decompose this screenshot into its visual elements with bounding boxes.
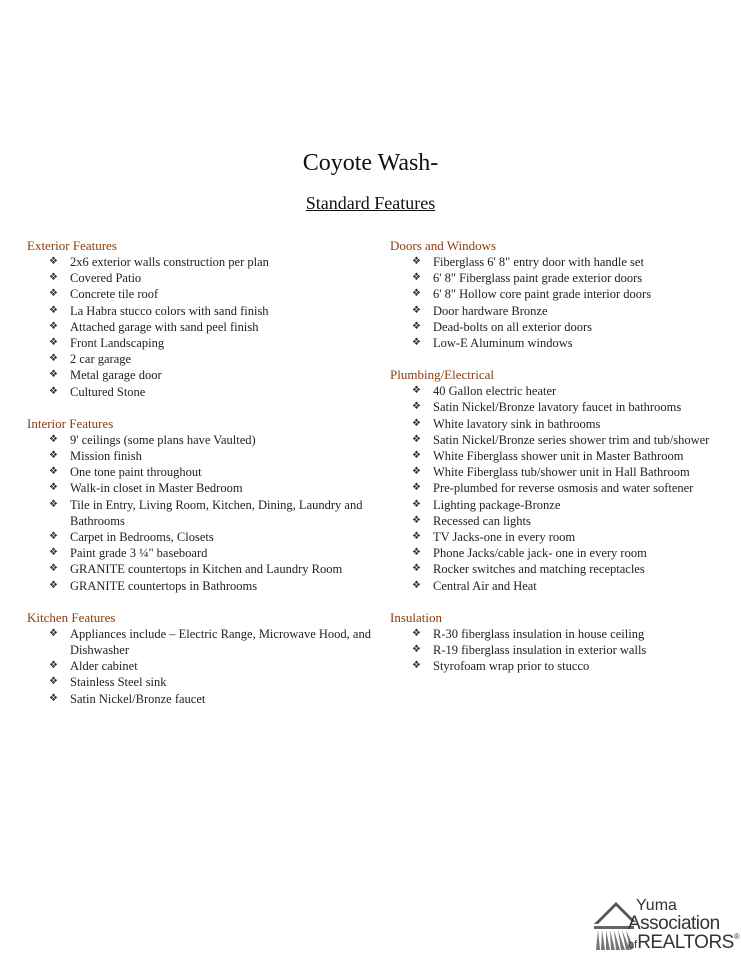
diamond-bullet-icon: ❖ [49, 547, 58, 559]
feature-item [390, 658, 730, 674]
feature-item [27, 254, 372, 270]
feature-item-text: Satin Nickel/Bronze lavatory faucet in bathrooms [433, 400, 682, 415]
logo-registered-mark: ® [733, 932, 740, 941]
feature-item-text: Cultured Stone [70, 384, 146, 399]
feature-item [27, 432, 372, 448]
feature-item-text: Alder cabinet [70, 659, 138, 674]
left-column [27, 238, 372, 723]
diamond-bullet-icon: ❖ [49, 531, 58, 543]
feature-list [27, 254, 372, 400]
feature-item [27, 319, 372, 335]
diamond-bullet-icon: ❖ [412, 660, 421, 672]
feature-item [27, 561, 372, 577]
diamond-bullet-icon: ❖ [412, 644, 421, 656]
diamond-bullet-icon: ❖ [49, 660, 58, 672]
section-heading: Plumbing/Electrical [390, 367, 494, 383]
section-heading: Doors and Windows [390, 238, 497, 253]
diamond-bullet-icon: ❖ [412, 288, 421, 300]
feature-item [390, 578, 730, 594]
feature-item [390, 286, 730, 302]
diamond-bullet-icon: ❖ [412, 482, 421, 494]
diamond-bullet-icon: ❖ [412, 466, 421, 478]
feature-item-text: Door hardware Bronze [433, 303, 548, 318]
feature-item-text: Styrofoam wrap prior to stucco [433, 659, 590, 674]
feature-section [390, 610, 730, 675]
section-heading: Interior Features [27, 415, 114, 431]
feature-item [390, 399, 730, 415]
diamond-bullet-icon: ❖ [49, 304, 58, 316]
feature-item-text: Front Landscaping [70, 336, 165, 351]
feature-item-text: One tone paint throughout [70, 465, 202, 480]
diamond-bullet-icon: ❖ [412, 563, 421, 575]
feature-item-text: GRANITE countertops in Kitchen and Laundry Room [70, 562, 343, 577]
feature-item-text: Paint grade 3 ¼" baseboard [70, 546, 208, 561]
feature-item-text: 40 Gallon electric heater [433, 384, 557, 399]
feature-item [390, 480, 730, 496]
feature-item-text: 9' ceilings (some plans have Vaulted) [70, 432, 256, 447]
feature-item [27, 335, 372, 351]
feature-list [390, 626, 730, 675]
document-title: Coyote Wash- [302, 150, 439, 176]
diamond-bullet-icon: ❖ [49, 337, 58, 349]
diamond-bullet-icon: ❖ [49, 288, 58, 300]
feature-item [27, 545, 372, 561]
diamond-bullet-icon: ❖ [412, 417, 421, 429]
diamond-bullet-icon: ❖ [412, 627, 421, 639]
feature-item-text: 6' 8" Fiberglass paint grade exterior doors [433, 271, 643, 286]
feature-item [390, 383, 730, 399]
section-heading: Exterior Features [27, 238, 117, 253]
diamond-bullet-icon: ❖ [49, 450, 58, 462]
feature-list [390, 254, 730, 351]
feature-item [27, 367, 372, 383]
feature-item [27, 529, 372, 545]
feature-item [27, 448, 372, 464]
logo-realtors-text: REALTORS [637, 932, 734, 953]
feature-item [390, 448, 730, 464]
diamond-bullet-icon: ❖ [49, 627, 58, 639]
feature-item-text: Satin Nickel/Bronze series shower trim and tub/shower [433, 432, 710, 447]
diamond-bullet-icon: ❖ [412, 256, 421, 267]
diamond-bullet-icon: ❖ [49, 272, 58, 284]
diamond-bullet-icon: ❖ [412, 385, 421, 397]
feature-section [27, 416, 372, 594]
section-heading: Kitchen Features [27, 609, 116, 625]
feature-item [390, 319, 730, 335]
document-subtitle: Standard Features [305, 193, 436, 213]
logo-of-text: of [628, 939, 638, 951]
diamond-bullet-icon: ❖ [412, 320, 421, 332]
section-heading: Insulation [390, 609, 442, 625]
feature-item-text: R-19 fiberglass insulation in exterior walls [433, 643, 647, 658]
feature-item [390, 626, 730, 642]
feature-item-text: Tile in Entry, Living Room, Kitchen, Dining, Laundry and Bathrooms [70, 497, 363, 528]
feature-item [27, 658, 372, 674]
feature-item [390, 642, 730, 658]
feature-item-text: Stainless Steel sink [70, 675, 167, 690]
feature-item [390, 270, 730, 286]
feature-item-text: Concrete tile roof [70, 287, 159, 302]
diamond-bullet-icon: ❖ [412, 514, 421, 526]
feature-item-text: Satin Nickel/Bronze faucet [70, 691, 206, 706]
feature-item [390, 513, 730, 529]
diamond-bullet-icon: ❖ [49, 353, 58, 365]
diamond-bullet-icon: ❖ [49, 466, 58, 478]
feature-item [27, 626, 372, 658]
feature-item [390, 416, 730, 432]
diamond-bullet-icon: ❖ [49, 320, 58, 332]
feature-item [390, 497, 730, 513]
feature-item-text: White Fiberglass tub/shower unit in Hall Bathroom [433, 465, 690, 480]
diamond-bullet-icon: ❖ [412, 401, 421, 413]
feature-item [390, 545, 730, 561]
feature-item-text: 6' 8" Hollow core paint grade interior doors [433, 287, 652, 302]
diamond-bullet-icon: ❖ [49, 256, 58, 267]
feature-item-text: Low-E Aluminum windows [433, 336, 573, 351]
feature-item-text: Covered Patio [70, 271, 142, 286]
diamond-bullet-icon: ❖ [412, 272, 421, 284]
feature-item-text: White Fiberglass shower unit in Master Bathroom [433, 449, 684, 464]
logo-yuma-text: Yuma [636, 897, 677, 914]
diamond-bullet-icon: ❖ [412, 337, 421, 349]
feature-item [27, 270, 372, 286]
feature-item-text: 2x6 exterior walls construction per plan [70, 255, 269, 269]
diamond-bullet-icon: ❖ [412, 531, 421, 543]
feature-item-text: Appliances include – Electric Range, Microwave Hood, and Dishwasher [70, 626, 371, 658]
yuma-association-logo [590, 894, 740, 956]
feature-item-text: La Habra stucco colors with sand finish [70, 303, 269, 318]
feature-item [27, 480, 372, 496]
feature-item [390, 303, 730, 319]
feature-item [390, 254, 730, 270]
feature-list [27, 626, 372, 707]
feature-item [27, 303, 372, 319]
feature-item-text: R-30 fiberglass insulation in house ceiling [433, 626, 645, 641]
right-column [390, 238, 730, 690]
logo-wordmark [628, 898, 738, 952]
feature-section [390, 367, 730, 594]
feature-item [27, 674, 372, 690]
feature-item [27, 384, 372, 400]
diamond-bullet-icon: ❖ [49, 385, 58, 397]
feature-item-text: Dead-bolts on all exterior doors [433, 319, 592, 334]
diamond-bullet-icon: ❖ [49, 563, 58, 575]
feature-item-text: Central Air and Heat [433, 578, 537, 593]
feature-item-text: 2 car garage [70, 352, 132, 367]
feature-item-text: Metal garage door [70, 368, 162, 383]
diamond-bullet-icon: ❖ [412, 547, 421, 559]
diamond-bullet-icon: ❖ [49, 692, 58, 704]
feature-item-text: Recessed can lights [433, 513, 531, 528]
feature-item [27, 351, 372, 367]
diamond-bullet-icon: ❖ [49, 369, 58, 381]
diamond-bullet-icon: ❖ [49, 482, 58, 494]
feature-item-text: White lavatory sink in bathrooms [433, 416, 601, 431]
feature-section [390, 238, 730, 351]
feature-section [27, 610, 372, 707]
diamond-bullet-icon: ❖ [49, 433, 58, 445]
feature-item [390, 529, 730, 545]
diamond-bullet-icon: ❖ [49, 498, 58, 510]
feature-section [27, 238, 372, 400]
feature-item-text: Attached garage with sand peel finish [70, 319, 259, 334]
feature-item [27, 464, 372, 480]
diamond-bullet-icon: ❖ [49, 676, 58, 688]
feature-item [390, 561, 730, 577]
diamond-bullet-icon: ❖ [412, 498, 421, 510]
diamond-bullet-icon: ❖ [412, 433, 421, 445]
feature-item-text: Phone Jacks/cable jack- one in every room [433, 546, 647, 561]
diamond-bullet-icon: ❖ [412, 304, 421, 316]
feature-item [27, 578, 372, 594]
diamond-bullet-icon: ❖ [412, 450, 421, 462]
feature-item [390, 464, 730, 480]
feature-item [27, 286, 372, 302]
logo-association-text: Association [628, 913, 720, 934]
feature-item [390, 335, 730, 351]
feature-item-text: Pre-plumbed for reverse osmosis and water softener [433, 481, 694, 496]
feature-list [27, 432, 372, 594]
feature-list [390, 383, 730, 594]
feature-item-text: Walk-in closet in Master Bedroom [70, 481, 243, 496]
diamond-bullet-icon: ❖ [412, 579, 421, 591]
feature-item-text: Mission finish [70, 449, 142, 464]
feature-item-text: GRANITE countertops in Bathrooms [70, 578, 258, 593]
feature-item [390, 432, 730, 448]
diamond-bullet-icon: ❖ [49, 579, 58, 591]
feature-item-text: Carpet in Bedrooms, Closets [70, 530, 214, 545]
feature-item [27, 497, 372, 529]
feature-item-text: Rocker switches and matching receptacles [433, 562, 645, 577]
feature-item-text: Fiberglass 6' 8" entry door with handle set [433, 255, 644, 269]
feature-item-text: TV Jacks-one in every room [433, 530, 576, 545]
feature-item [27, 691, 372, 707]
feature-item-text: Lighting package-Bronze [433, 497, 561, 512]
